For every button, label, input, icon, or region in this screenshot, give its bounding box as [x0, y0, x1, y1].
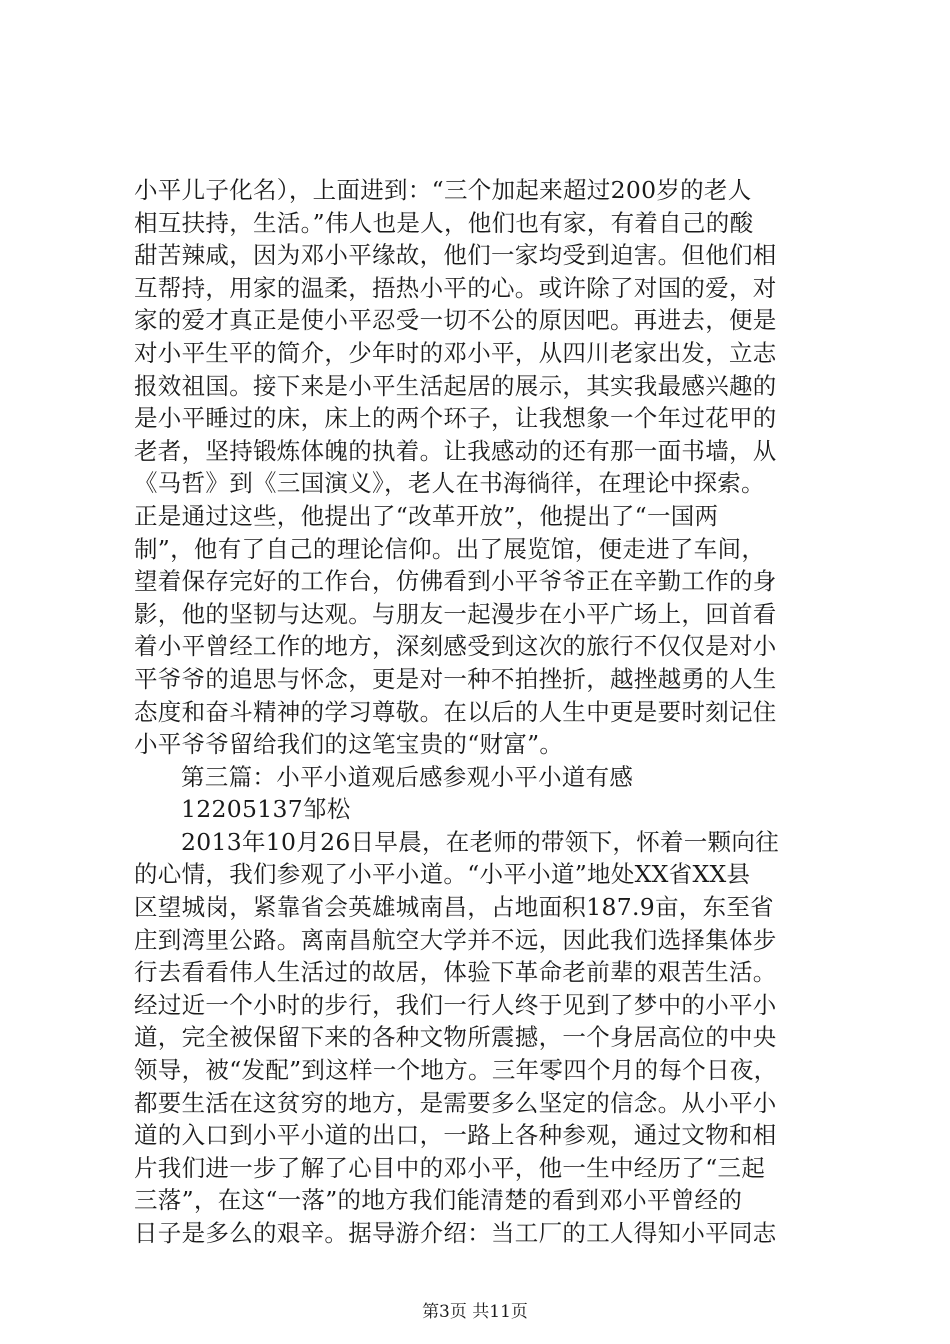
text-line: 道的入口到小平小道的出口，一路上各种参观，通过文物和相	[134, 1121, 777, 1150]
text-line: 正是通过这些，他提出了“改革开放”，他提出了“一国两	[134, 501, 719, 530]
section-heading: 第三篇：小平小道观后感参观小平小道有感	[181, 762, 634, 791]
text-line: 日子是多么的艰辛。据导游介绍：当工厂的工人得知小平同志	[134, 1219, 777, 1247]
text-line: 都要生活在这贫穷的地方，是需要多么坚定的信念。从小平小	[134, 1088, 777, 1117]
text-line: 相互扶持，生活。”伟人也是人，他们也有家，有着自己的酸	[134, 208, 754, 237]
text-line: 《马哲》到《三国演义》，老人在书海徜徉，在理论中探索。	[134, 469, 765, 498]
text-line: 报效祖国。接下来是小平生活起居的展示，其实我最感兴趣的	[134, 371, 777, 400]
text-line: 道，完全被保留下来的各种文物所震撼，一个身居高位的中央	[134, 1023, 777, 1052]
text-line: 平爷爷的追思与怀念，更是对一种不拍挫折，越挫越勇的人生	[134, 664, 777, 693]
text-line: 老者，坚持锻炼体魄的执着。让我感动的还有那一面书墙，从	[134, 436, 777, 465]
text-line: 小平爷爷留给我们的这笔宝贵的“财富”。	[134, 730, 564, 759]
text-line: 对小平生平的简介，少年时的邓小平，从四川老家出发，立志	[134, 338, 777, 367]
text-line: 片我们进一步了解了心目中的邓小平，他一生中经历了“三起	[134, 1153, 766, 1182]
text-line: 领导，被“发配”到这样一个地方。三年零四个月的每个日夜，	[134, 1056, 778, 1085]
text-line: 甜苦辣咸，因为邓小平缘故，他们一家均受到迫害。但他们相	[134, 241, 777, 270]
text-line: 2013年10月26日早晨，在老师的带领下，怀着一颗向往	[181, 827, 780, 856]
text-line: 三落”，在这“一落”的地方我们能清楚的看到邓小平曾经的	[134, 1186, 743, 1215]
page-number-footer: 第3页 共11页	[422, 1302, 528, 1322]
text-line: 区望城岗，紧靠省会英雄城南昌，占地面积187.9亩，东至省	[134, 893, 774, 922]
text-line: 的心情，我们参观了小平小道。“小平小道”地处XX省XX县	[134, 860, 751, 889]
text-line: 态度和奋斗精神的学习尊敬。在以后的人生中更是要时刻记住	[134, 697, 777, 726]
text-line: 行去看看伟人生活过的故居，体验下革命老前辈的艰苦生活。	[134, 958, 777, 987]
text-line: 望着保存完好的工作台，仿佛看到小平爷爷正在辛勤工作的身	[134, 567, 777, 596]
author-line: 12205137邹松	[181, 795, 351, 824]
text-line: 制”，他有了自己的理论信仰。出了展览馆，便走进了车间，	[134, 534, 766, 563]
body-text	[134, 174, 834, 1250]
text-line: 影，他的坚韧与达观。与朋友一起漫步在小平广场上，回首看	[134, 599, 777, 628]
text-line: 家的爱才真正是使小平忍受一切不公的原因吧。再进去，便是	[134, 306, 777, 335]
text-line: 经过近一个小时的步行，我们一行人终于见到了梦中的小平小	[134, 990, 777, 1019]
text-line: 着小平曾经工作的地方，深刻感受到这次的旅行不仅仅是对小	[134, 632, 777, 661]
text-line: 是小平睡过的床，床上的两个环子，让我想象一个年过花甲的	[134, 404, 777, 433]
text-line: 互帮持，用家的温柔，捂热小平的心。或许除了对国的爱，对	[134, 273, 777, 302]
text-line: 庄到湾里公路。离南昌航空大学并不远，因此我们选择集体步	[134, 925, 777, 954]
text-line: 小平儿子化名），上面进到：“三个加起来超过200岁的老人	[134, 176, 752, 204]
